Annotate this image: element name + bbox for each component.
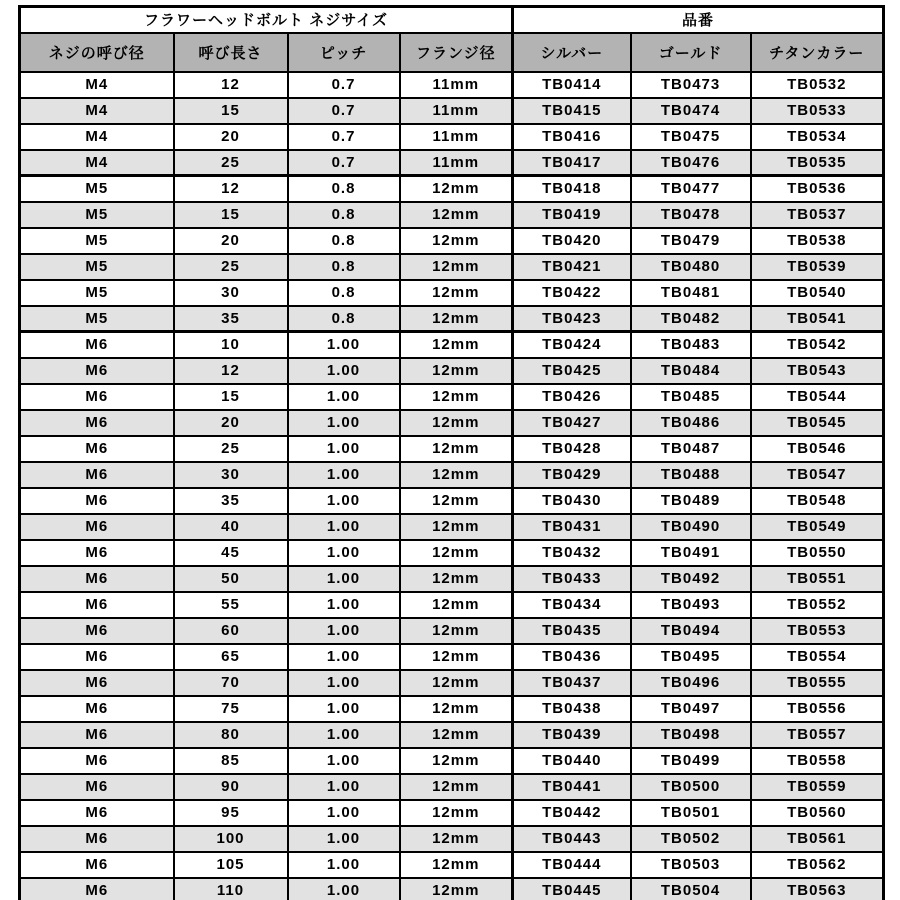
table-cell: 1.00	[288, 826, 400, 852]
table-cell: M6	[20, 436, 174, 462]
table-row	[20, 358, 884, 384]
table-cell: 25	[174, 150, 288, 176]
table-cell: TB0499	[631, 748, 751, 774]
table-cell: 12mm	[400, 618, 513, 644]
table-cell: 12mm	[400, 514, 513, 540]
table-cell: TB0501	[631, 800, 751, 826]
table-cell: TB0419	[513, 202, 631, 228]
table-cell: TB0485	[631, 384, 751, 410]
table-row	[20, 254, 884, 280]
table-row	[20, 618, 884, 644]
column-header-length: 呼び長さ	[174, 33, 288, 72]
table-cell: TB0479	[631, 228, 751, 254]
table-cell: 12mm	[400, 202, 513, 228]
table-cell: TB0533	[751, 98, 884, 124]
table-cell: TB0497	[631, 696, 751, 722]
section-header-part-number: 品番	[513, 7, 884, 33]
table-row	[20, 566, 884, 592]
table-row	[20, 592, 884, 618]
table-cell: 12mm	[400, 670, 513, 696]
table-cell: TB0477	[631, 176, 751, 202]
table-cell: 70	[174, 670, 288, 696]
table-row	[20, 150, 884, 176]
table-cell: 12mm	[400, 436, 513, 462]
table-cell: 12mm	[400, 592, 513, 618]
table-cell: M4	[20, 72, 174, 98]
table-cell: 1.00	[288, 410, 400, 436]
column-header-row	[20, 33, 884, 72]
table-cell: TB0492	[631, 566, 751, 592]
table-cell: TB0545	[751, 410, 884, 436]
table-cell: TB0440	[513, 748, 631, 774]
table-cell: 10	[174, 332, 288, 358]
table-cell: 0.8	[288, 306, 400, 332]
table-cell: 20	[174, 228, 288, 254]
table-cell: M4	[20, 124, 174, 150]
table-cell: M6	[20, 488, 174, 514]
table-row	[20, 722, 884, 748]
table-cell: 12mm	[400, 488, 513, 514]
table-cell: TB0555	[751, 670, 884, 696]
table-row	[20, 540, 884, 566]
table-cell: TB0418	[513, 176, 631, 202]
table-cell: TB0539	[751, 254, 884, 280]
table-cell: TB0556	[751, 696, 884, 722]
table-cell: 100	[174, 826, 288, 852]
table-row	[20, 748, 884, 774]
table-cell: TB0557	[751, 722, 884, 748]
table-cell: 20	[174, 410, 288, 436]
table-cell: 15	[174, 98, 288, 124]
table-cell: 30	[174, 280, 288, 306]
table-cell: TB0552	[751, 592, 884, 618]
table-cell: M6	[20, 644, 174, 670]
table-cell: M5	[20, 202, 174, 228]
table-cell: 0.8	[288, 176, 400, 202]
table-cell: TB0558	[751, 748, 884, 774]
table-cell: 1.00	[288, 462, 400, 488]
table-cell: TB0495	[631, 644, 751, 670]
table-cell: TB0563	[751, 878, 884, 900]
table-cell: 12mm	[400, 176, 513, 202]
table-cell: TB0549	[751, 514, 884, 540]
column-header-silver: シルバー	[513, 33, 631, 72]
table-cell: 85	[174, 748, 288, 774]
table-cell: TB0544	[751, 384, 884, 410]
table-cell: 0.7	[288, 150, 400, 176]
table-cell: TB0483	[631, 332, 751, 358]
table-cell: 1.00	[288, 332, 400, 358]
table-cell: 15	[174, 384, 288, 410]
table-row	[20, 800, 884, 826]
table-cell: TB0532	[751, 72, 884, 98]
table-cell: TB0546	[751, 436, 884, 462]
table-cell: M6	[20, 618, 174, 644]
table-cell: 1.00	[288, 852, 400, 878]
table-row	[20, 176, 884, 202]
table-cell: 12mm	[400, 878, 513, 900]
table-cell: TB0432	[513, 540, 631, 566]
table-cell: 12mm	[400, 722, 513, 748]
table-row	[20, 124, 884, 150]
table-cell: 65	[174, 644, 288, 670]
table-cell: TB0547	[751, 462, 884, 488]
table-cell: TB0425	[513, 358, 631, 384]
table-cell: M6	[20, 852, 174, 878]
table-cell: 0.7	[288, 98, 400, 124]
table-cell: TB0502	[631, 826, 751, 852]
table-cell: 1.00	[288, 774, 400, 800]
table-cell: TB0420	[513, 228, 631, 254]
table-cell: 12mm	[400, 462, 513, 488]
table-cell: 1.00	[288, 592, 400, 618]
section-header-row	[20, 7, 884, 33]
table-cell: 12mm	[400, 228, 513, 254]
table-cell: TB0554	[751, 644, 884, 670]
table-cell: TB0538	[751, 228, 884, 254]
table-cell: M6	[20, 696, 174, 722]
table-cell: TB0504	[631, 878, 751, 900]
table-cell: M5	[20, 280, 174, 306]
table-cell: 1.00	[288, 748, 400, 774]
table-cell: 11mm	[400, 124, 513, 150]
table-row	[20, 98, 884, 124]
table-cell: 75	[174, 696, 288, 722]
table-cell: 30	[174, 462, 288, 488]
table-cell: TB0550	[751, 540, 884, 566]
table-cell: 1.00	[288, 436, 400, 462]
table-cell: 12mm	[400, 410, 513, 436]
table-row	[20, 228, 884, 254]
table-cell: TB0562	[751, 852, 884, 878]
table-cell: M6	[20, 384, 174, 410]
table-cell: 12mm	[400, 332, 513, 358]
table-cell: 1.00	[288, 618, 400, 644]
column-header-screw-diameter: ネジの呼び径	[20, 33, 174, 72]
table-cell: TB0480	[631, 254, 751, 280]
table-cell: TB0498	[631, 722, 751, 748]
table-cell: TB0551	[751, 566, 884, 592]
table-cell: TB0496	[631, 670, 751, 696]
table-cell: M6	[20, 332, 174, 358]
table-cell: TB0438	[513, 696, 631, 722]
table-cell: TB0441	[513, 774, 631, 800]
table-cell: 0.8	[288, 202, 400, 228]
table-row	[20, 436, 884, 462]
table-cell: 20	[174, 124, 288, 150]
table-row	[20, 826, 884, 852]
table-cell: 11mm	[400, 98, 513, 124]
column-header-flange-diameter: フランジ径	[400, 33, 513, 72]
table-cell: 12mm	[400, 774, 513, 800]
table-cell: 1.00	[288, 358, 400, 384]
table-cell: TB0443	[513, 826, 631, 852]
table-cell: TB0414	[513, 72, 631, 98]
table-row	[20, 644, 884, 670]
table-cell: 1.00	[288, 644, 400, 670]
table-cell: TB0536	[751, 176, 884, 202]
table-cell: TB0481	[631, 280, 751, 306]
table-cell: TB0559	[751, 774, 884, 800]
table-cell: TB0439	[513, 722, 631, 748]
table-cell: TB0424	[513, 332, 631, 358]
table-cell: 12mm	[400, 540, 513, 566]
table-cell: 12mm	[400, 800, 513, 826]
table-row	[20, 202, 884, 228]
table-cell: 12	[174, 72, 288, 98]
table-cell: 12	[174, 358, 288, 384]
table-cell: TB0416	[513, 124, 631, 150]
table-cell: 12mm	[400, 644, 513, 670]
table-cell: 25	[174, 254, 288, 280]
table-cell: TB0474	[631, 98, 751, 124]
table-cell: 45	[174, 540, 288, 566]
table-cell: TB0473	[631, 72, 751, 98]
table-cell: TB0490	[631, 514, 751, 540]
table-cell: M6	[20, 566, 174, 592]
table-cell: 12mm	[400, 748, 513, 774]
table-cell: TB0417	[513, 150, 631, 176]
table-cell: 12mm	[400, 254, 513, 280]
table-cell: M6	[20, 826, 174, 852]
table-cell: TB0444	[513, 852, 631, 878]
table-cell: M6	[20, 514, 174, 540]
table-cell: 1.00	[288, 878, 400, 900]
table-cell: M4	[20, 150, 174, 176]
table-cell: 12mm	[400, 358, 513, 384]
table-cell: TB0542	[751, 332, 884, 358]
table-cell: TB0430	[513, 488, 631, 514]
table-row	[20, 332, 884, 358]
table-cell: TB0534	[751, 124, 884, 150]
table-row	[20, 306, 884, 332]
table-cell: TB0500	[631, 774, 751, 800]
table-cell: TB0493	[631, 592, 751, 618]
table-cell: 11mm	[400, 150, 513, 176]
table-cell: M5	[20, 306, 174, 332]
table-row	[20, 670, 884, 696]
table-cell: TB0476	[631, 150, 751, 176]
table-row	[20, 280, 884, 306]
table-cell: M6	[20, 722, 174, 748]
table-cell: TB0423	[513, 306, 631, 332]
table-row	[20, 410, 884, 436]
table-cell: TB0540	[751, 280, 884, 306]
table-cell: TB0535	[751, 150, 884, 176]
table-cell: 55	[174, 592, 288, 618]
table-cell: 40	[174, 514, 288, 540]
table-cell: 0.7	[288, 72, 400, 98]
table-cell: TB0491	[631, 540, 751, 566]
table-cell: 35	[174, 306, 288, 332]
column-header-titanium-color: チタンカラー	[751, 33, 884, 72]
table-cell: TB0442	[513, 800, 631, 826]
table-cell: 1.00	[288, 722, 400, 748]
table-cell: M5	[20, 176, 174, 202]
table-cell: 11mm	[400, 72, 513, 98]
table-cell: M6	[20, 878, 174, 900]
table-row	[20, 514, 884, 540]
table-cell: TB0548	[751, 488, 884, 514]
table-cell: 1.00	[288, 488, 400, 514]
table-cell: TB0494	[631, 618, 751, 644]
table-row	[20, 384, 884, 410]
table-cell: TB0435	[513, 618, 631, 644]
table-cell: M5	[20, 254, 174, 280]
table-cell: 0.8	[288, 280, 400, 306]
table-cell: 105	[174, 852, 288, 878]
table-cell: 15	[174, 202, 288, 228]
table-row	[20, 488, 884, 514]
table-cell: M6	[20, 540, 174, 566]
table-row	[20, 774, 884, 800]
table-cell: TB0422	[513, 280, 631, 306]
table-cell: TB0433	[513, 566, 631, 592]
table-cell: TB0429	[513, 462, 631, 488]
table-cell: 0.8	[288, 254, 400, 280]
table-cell: TB0560	[751, 800, 884, 826]
table-cell: TB0541	[751, 306, 884, 332]
table-row	[20, 696, 884, 722]
table-cell: 60	[174, 618, 288, 644]
table-cell: TB0486	[631, 410, 751, 436]
table-row	[20, 462, 884, 488]
table-cell: TB0489	[631, 488, 751, 514]
table-cell: M4	[20, 98, 174, 124]
table-cell: TB0484	[631, 358, 751, 384]
table-cell: TB0427	[513, 410, 631, 436]
table-cell: 50	[174, 566, 288, 592]
table-cell: TB0482	[631, 306, 751, 332]
table-cell: 90	[174, 774, 288, 800]
table-cell: M6	[20, 358, 174, 384]
table-cell: TB0553	[751, 618, 884, 644]
table-cell: M6	[20, 748, 174, 774]
table-row	[20, 72, 884, 98]
table-cell: TB0428	[513, 436, 631, 462]
table-cell: 1.00	[288, 514, 400, 540]
table-cell: 0.7	[288, 124, 400, 150]
table-body	[20, 72, 884, 900]
table-cell: TB0561	[751, 826, 884, 852]
table-row	[20, 852, 884, 878]
table-cell: TB0543	[751, 358, 884, 384]
table-cell: TB0421	[513, 254, 631, 280]
table-cell: TB0445	[513, 878, 631, 900]
table-cell: 12mm	[400, 280, 513, 306]
table-cell: 1.00	[288, 670, 400, 696]
table-cell: 12mm	[400, 566, 513, 592]
column-header-gold: ゴールド	[631, 33, 751, 72]
table-cell: 12	[174, 176, 288, 202]
table-cell: TB0478	[631, 202, 751, 228]
table-cell: 12mm	[400, 696, 513, 722]
table-cell: 12mm	[400, 306, 513, 332]
column-header-pitch: ピッチ	[288, 33, 400, 72]
table-cell: 1.00	[288, 566, 400, 592]
table-cell: M6	[20, 670, 174, 696]
table-cell: TB0431	[513, 514, 631, 540]
table-cell: TB0475	[631, 124, 751, 150]
table-cell: TB0437	[513, 670, 631, 696]
table-cell: 12mm	[400, 852, 513, 878]
bolt-spec-table	[18, 5, 885, 900]
table-cell: M6	[20, 774, 174, 800]
table-cell: 0.8	[288, 228, 400, 254]
table-cell: 1.00	[288, 540, 400, 566]
table-cell: 25	[174, 436, 288, 462]
table-cell: 35	[174, 488, 288, 514]
table-cell: 1.00	[288, 800, 400, 826]
table-row	[20, 878, 884, 900]
table-cell: 1.00	[288, 384, 400, 410]
table-cell: TB0415	[513, 98, 631, 124]
table-cell: TB0436	[513, 644, 631, 670]
table-cell: TB0426	[513, 384, 631, 410]
table-cell: TB0537	[751, 202, 884, 228]
table-cell: 1.00	[288, 696, 400, 722]
table-cell: M6	[20, 462, 174, 488]
table-cell: M6	[20, 410, 174, 436]
section-header-screw-size: フラワーヘッドボルト ネジサイズ	[20, 7, 513, 33]
table-cell: TB0488	[631, 462, 751, 488]
table-cell: M6	[20, 800, 174, 826]
table-cell: M6	[20, 592, 174, 618]
table-cell: 95	[174, 800, 288, 826]
table-cell: M5	[20, 228, 174, 254]
table-cell: TB0434	[513, 592, 631, 618]
table-cell: TB0503	[631, 852, 751, 878]
table-cell: 12mm	[400, 826, 513, 852]
table-cell: 12mm	[400, 384, 513, 410]
table-cell: 110	[174, 878, 288, 900]
table-cell: TB0487	[631, 436, 751, 462]
table-cell: 80	[174, 722, 288, 748]
